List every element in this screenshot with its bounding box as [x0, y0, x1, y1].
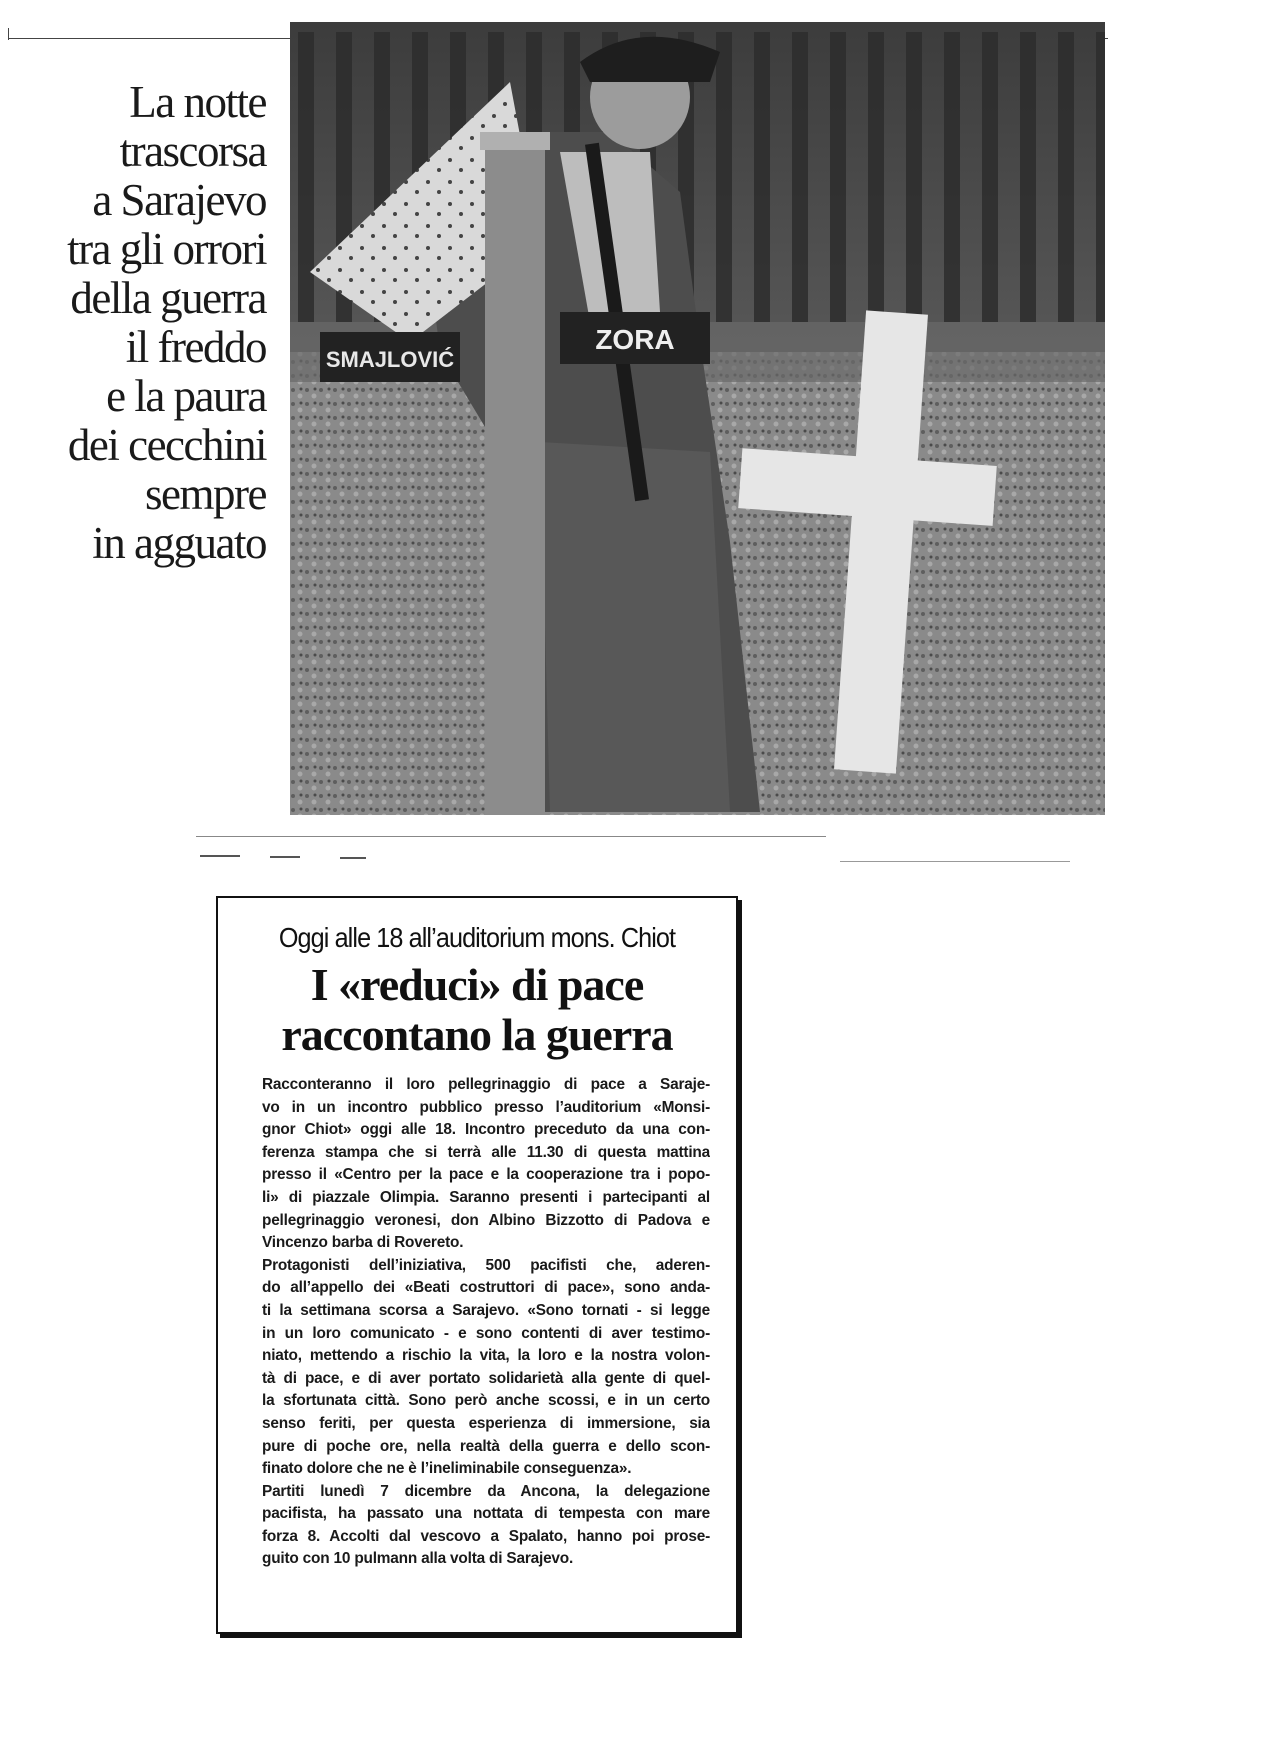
- news-photo: [290, 22, 1105, 815]
- caption-line: in agguato: [92, 518, 266, 568]
- body-line: ferenza stampa che si terrà alle 11.30 di questa mattina: [262, 1143, 710, 1161]
- body-line: senso feriti, per questa esperienza di immersione, sia: [262, 1414, 710, 1432]
- caption-line: dei cecchini: [67, 420, 266, 470]
- body-line: pacifista, ha passato una nottata di tempesta con mare: [262, 1505, 710, 1523]
- body-line: in un loro comunicato - e sono contenti di aver testimo-: [262, 1324, 710, 1342]
- caption-line: trascorsa: [119, 126, 266, 176]
- body-line: do all’appello dei «Beati costruttori di pace», sono anda-: [262, 1279, 710, 1297]
- headline-line: raccontano la guerra: [281, 1009, 673, 1060]
- article-paragraph: [244, 1255, 710, 1481]
- body-line: pure di poche ore, nella realtà della guerra e dello scon-: [262, 1437, 710, 1455]
- article-paragraph: [244, 1074, 710, 1255]
- body-line: pellegrinaggio veronesi, don Albino Bizzotto di Padova e: [262, 1211, 710, 1229]
- caption-line: La notte: [129, 77, 266, 127]
- article: [216, 896, 738, 1634]
- body-line: presso il «Centro per la pace e la cooperazione tra i popo-: [262, 1166, 710, 1184]
- body-line: Partiti lunedì 7 dicembre da Ancona, la delegazione: [262, 1482, 710, 1500]
- body-line: la sfortunata città. Sono però anche scossi, e in un certo: [262, 1392, 710, 1410]
- photo-caption: [20, 78, 266, 568]
- body-line: tà di pace, e di aver portato solidarietà alla gente di quel-: [262, 1369, 710, 1387]
- body-line: li» di piazzale Olimpia. Saranno presenti i partecipanti al: [262, 1188, 710, 1206]
- body-line: forza 8. Accolti dal vescovo a Spalato, hanno poi prose-: [262, 1527, 710, 1545]
- separator-rule: [196, 836, 826, 837]
- caption-line: sempre: [145, 469, 266, 519]
- caption-line: tra gli orrori: [67, 224, 266, 274]
- body-line: Racconteranno il loro pellegrinaggio di pace a Saraje-: [262, 1076, 710, 1093]
- article-headline: [242, 960, 712, 1060]
- caption-line: e la paura: [106, 371, 266, 421]
- separator-rule: [840, 861, 1070, 862]
- article-body: [242, 1074, 712, 1571]
- body-line: guito con 10 pulmann alla volta di Sarajevo.: [262, 1550, 574, 1568]
- body-line: Vincenzo barba di Rovereto.: [262, 1234, 464, 1252]
- sign-left-text: SMAJLOVIĆ: [325, 347, 455, 372]
- separator-dash: [270, 856, 300, 858]
- sign-right-text: ZORA: [595, 324, 675, 355]
- body-line: gnor Chiot» oggi alle 18. Incontro preceduto da una con-: [262, 1121, 710, 1139]
- body-line: vo in un incontro pubblico presso l’auditorium «Monsi-: [262, 1098, 710, 1116]
- caption-line: il freddo: [125, 322, 266, 372]
- separator-dash: [340, 857, 366, 859]
- body-line: finato dolore che ne è l’ineliminabile conseguenza».: [262, 1460, 632, 1478]
- separator-dash: [200, 855, 240, 857]
- photo-illustration: [290, 22, 1105, 815]
- caption-line: a Sarajevo: [92, 175, 266, 225]
- article-kicker: Oggi alle 18 all’auditorium mons. Chiot: [278, 922, 676, 953]
- caption-line: della guerra: [70, 273, 266, 323]
- body-line: niato, mettendo a rischio la vita, la loro e la nostra volon-: [262, 1347, 710, 1365]
- body-line: ti la settimana scorsa a Sarajevo. «Sono tornati - si legge: [262, 1301, 710, 1319]
- article-paragraph: [244, 1481, 710, 1571]
- headline-line: I «reduci» di pace: [310, 959, 644, 1010]
- body-line: Protagonisti dell’iniziativa, 500 pacifisti che, aderen-: [262, 1256, 710, 1274]
